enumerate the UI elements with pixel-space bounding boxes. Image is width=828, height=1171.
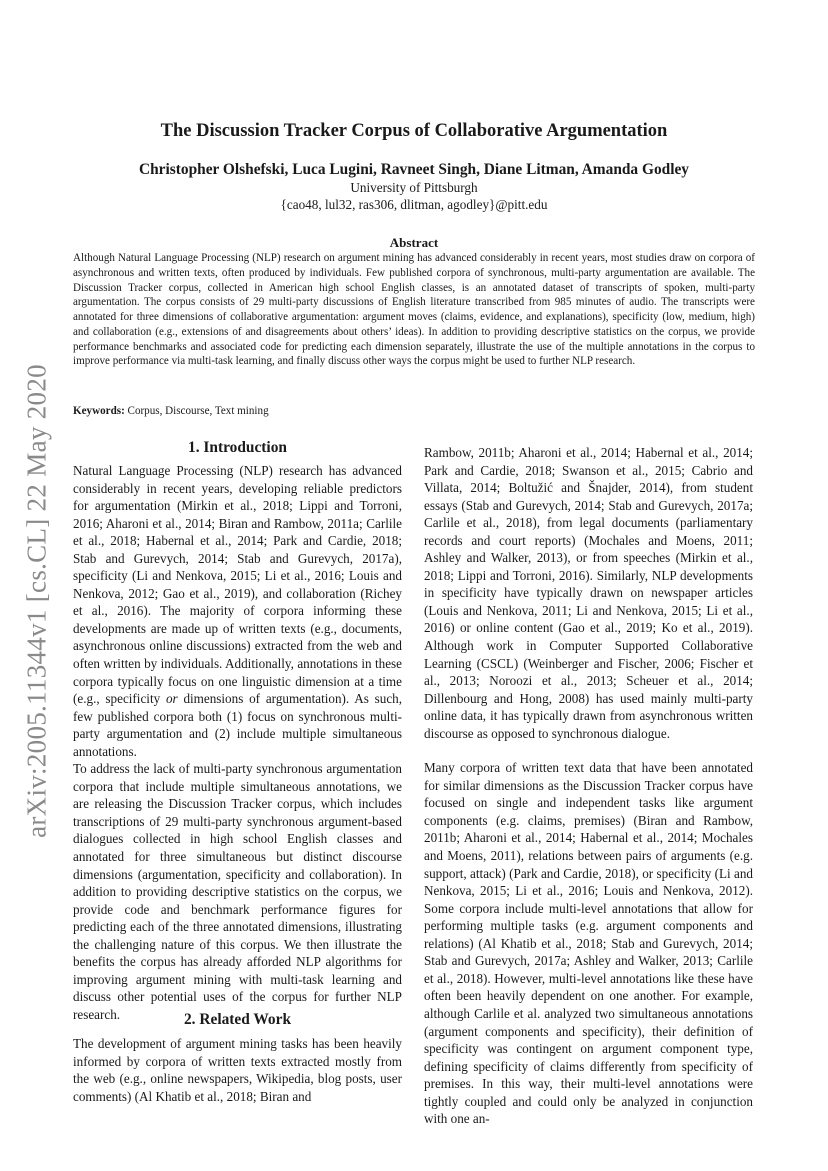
abstract-heading: Abstract: [389, 235, 439, 250]
section-heading-introduction: 1. Introduction: [188, 439, 287, 456]
keywords: [73, 405, 269, 417]
left-column-related: [73, 1035, 402, 1105]
author-list: Christopher Olshefski, Luca Lugini, Ravneet Singh, Diane Litman, Amanda Godley: [138, 161, 690, 178]
intro-paragraph-1: [73, 462, 402, 760]
intro-p1-italic: or: [165, 691, 178, 707]
section-heading-related-work: 2. Related Work: [183, 1011, 292, 1028]
keywords-label: Keywords:: [73, 405, 125, 417]
right-paragraph-2: Many corpora of written text data that have been annotated for similar dimensions as the Discussion Tracker corpus have focused on single and independent tasks like argument components (e.g. claims, premises) (Biran and Rambow, 2011b; Aharoni et al., 2014; Habernal et al., 2014; Mochales and Moens, 2011), relations between pairs of arguments (e.g. support, attack) (Park and Cardie, 2018), or specificity (Li and Nenkova, 2015; Li et al., 2016; Louis and Nenkova, 2012). Some corpora include multi-level annotations that allow for performing multiple tasks (e.g. argument components and relations) (Al Khatib et al., 2018; Stab and Gurevych, 2014; Stab and Gurevych, 2017a; Ashley and Walker, 2013; Carlile et al., 2018). However, multi-level annotations like these have often been heavily dependent on one another. For example, although Carlile et al. analyzed two simultaneous annotations (argument components and specificity), their definition of specificity was contingent on argument component type, defining specificity of claims differently from specificity of premises. In this way, their multi-level annotations were tightly coupled and could only be analyzed in conjunction with one an-: [424, 760, 753, 1127]
intro-paragraph-2: To address the lack of multi-party synchronous argumentation corpora that include multiple simultaneous annotations, we are releasing the Discussion Tracker corpus, which includes transcriptions of 29 multi-party synchronous argument-based dialogues collected in high school English classes and annotated for three simultaneous but distinct discourse dimensions (argumentation, specificity and collaboration). In addition to providing descriptive statistics on the corpus, we provide code and benchmark performance figures for predicting each of the three annotated dimensions, illustrating the challenging nature of this corpus. We then illustrate the benefits the corpus has already afforded NLP algorithms for improving argument mining with multi-task learning and discuss other potential uses of the corpus for further NLP research.: [73, 761, 402, 1022]
arxiv-identifier: arXiv:2005.11344v1 [cs.CL] 22 May 2020: [21, 364, 52, 838]
right-paragraph-1: Rambow, 2011b; Aharoni et al., 2014; Habernal et al., 2014; Park and Cardie, 2018; Swanson et al., 2015; Cabrio and Villata, 2014; Boltužić and Šnajder, 2014), from student essays (Stab and Gurevych, 2014; Stab and Gurevych, 2017a; Carlile et al., 2018), from legal documents (parliamentary records and court reports) (Mochales and Moens, 2011; Ashley and Walker, 2013), or from speeches (Mirkin et al., 2018; Lippi and Torroni, 2016). Similarly, NLP developments in specificity have typically drawn on newspaper articles (Louis and Nenkova, 2011; Li and Nenkova, 2015; Li et al., 2016) or online content (Gao et al., 2019; Ko et al., 2019). Although work in Computer Supported Collaborative Learning (CSCL) (Weinberger and Fischer, 2006; Fischer et al., 2013; Noroozi et al., 2013; Scheuer et al., 2014; Dillenbourg and Hong, 2008) has used mainly multi-party online data, it has typically drawn from asynchronous written discourse as opposed to synchronous dialogue.: [424, 445, 753, 741]
keywords-text: Corpus, Discourse, Text mining: [124, 405, 269, 417]
paper-title: The Discussion Tracker Corpus of Collaborative Argumentation: [160, 121, 668, 141]
arxiv-stamp: [14, 356, 60, 846]
intro-p1-part-a: Natural Language Processing (NLP) research has advanced considerably in recent years, developing reliable predictors for argumentation (Mirkin et al., 2018; Lippi and Torroni, 2016; Aharoni et al., 2014; Biran and Rambow, 2011a; Carlile et al., 2018; Habernal et al., 2014; Park and Cardie, 2018; Stab and Gurevych, 2014; Stab and Gurevych, 2017a), specificity (Li and Nenkova, 2015; Li et al., 2016; Louis and Nenkova, 2012; Gao et al., 2019), and collaboration (Richey et al., 2016). The majority of corpora informing these developments are made up of written texts (e.g., documents, asynchronous online discussions) extracted from the web and often written by individuals. Additionally, annotations in these corpora typically focus on one linguistic dimension at a time (e.g., specificity: [73, 463, 402, 707]
right-column: [424, 444, 753, 1128]
left-column-intro: [73, 462, 402, 1024]
abstract-text: Although Natural Language Processing (NLP) research on argument mining has advanced considerably in recent years, most studies draw on corpora of asynchronous and written texts, often produced by individuals. Few published corpora of synchronous, multi-party argumentation are available. The Discussion Tracker corpus, collected in American high school English classes, is an annotated dataset of transcripts of spoken, multi-party argumentation. The corpus consists of 29 multi-party discussions of English literature transcribed from 985 minutes of audio. The transcripts were annotated for three dimensions of collaborative argumentation: argument moves (claims, evidence, and explanations), specificity (low, medium, high) and collaboration (e.g., extensions of and disagreements about others’ ideas). In addition to providing descriptive statistics on the corpus, we provide performance benchmarks and associated code for predicting each dimension separately, illustrate the use of the multiple annotations in the corpus to improve performance via multi-task learning, and finally discuss other ways the corpus might be used to further NLP research.: [73, 252, 755, 368]
intro-p1-part-b: dimensions of argumentation). As such, few published corpora both (1) focus on synchronous multi-party argumentation and (2) include multiple simultaneous annotations.: [73, 691, 403, 759]
related-paragraph-1: The development of argument mining tasks has been heavily informed by corpora of written texts extracted mostly from the web (e.g., online newspapers, Wikipedia, blog posts, user comments) (Al Khatib et al., 2018; Biran and: [73, 1036, 402, 1104]
paragraph-gap: [424, 742, 753, 759]
affiliation: University of Pittsburgh: [350, 180, 478, 195]
author-emails: {cao48, lul32, ras306, dlitman, agodley}@pitt.edu: [280, 197, 548, 212]
